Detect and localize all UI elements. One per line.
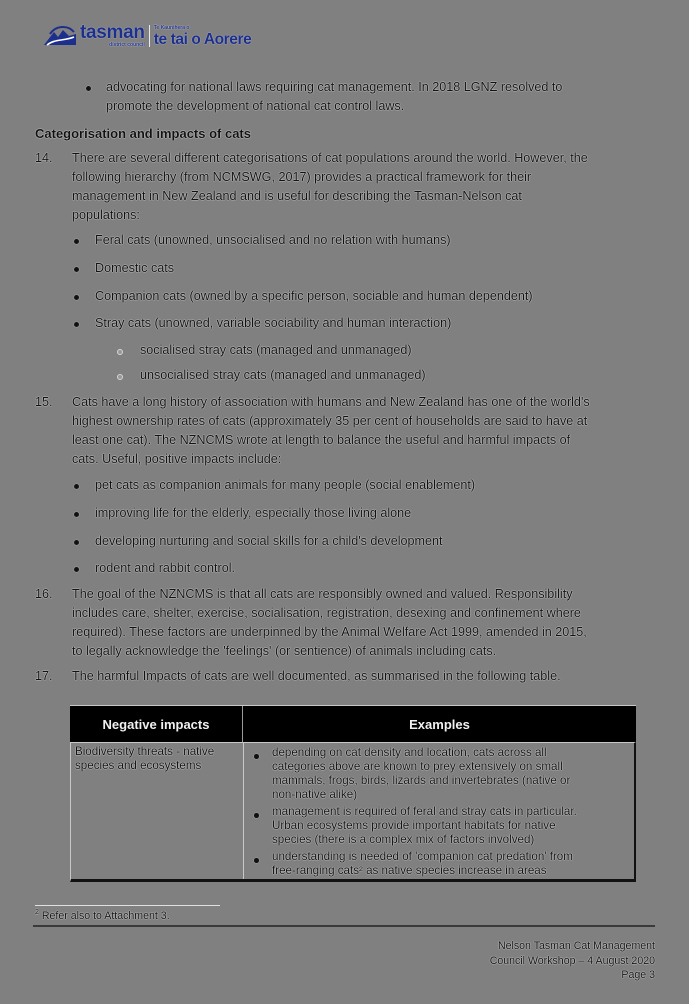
bullet-icon <box>74 540 79 545</box>
example-line: depending on cat density and location, cats across all <box>272 746 547 759</box>
list-item: improving life for the elderly, especially those living alone <box>95 506 412 520</box>
paragraph-line: required). These factors are underpinned by the Animal Welfare Act 1999, amended in 2015, <box>72 625 587 639</box>
example-line: Urban ecosystems provide important habitats for native <box>272 819 556 832</box>
examples-cell <box>244 743 634 879</box>
paragraph-line: least one cat). The NZNCMS wrote at length to balance the useful and harmful impacts of <box>72 433 571 447</box>
example-line: non-native alike) <box>272 788 358 801</box>
logo-wordmark: tasman <box>80 22 145 43</box>
section-heading: Categorisation and impacts of cats <box>35 126 251 141</box>
paragraph-line: management in New Zealand and is useful for describing the Tasman-Nelson cat <box>72 189 522 203</box>
example-line: species (there is a complex mix of factors involved) <box>272 833 535 846</box>
paragraph-number: 16. <box>35 587 53 601</box>
paragraph-line: following hierarchy (from NCMSWG, 2017) provides a practical framework for their <box>72 170 532 184</box>
sub-list-item: unsocialised stray cats (managed and unmanaged) <box>140 368 426 382</box>
impact-line: species and ecosystems <box>75 758 202 772</box>
example-line: categories above are known to prey extensively on small <box>272 760 563 773</box>
footer-meeting: Council Workshop – 4 August 2020 <box>489 954 655 967</box>
bullet-icon <box>74 239 79 244</box>
circle-bullet-icon <box>117 374 123 380</box>
column-header-examples: Examples <box>409 716 470 732</box>
mountain-logo-icon <box>42 25 78 47</box>
footer-separator <box>33 925 655 927</box>
bullet-icon <box>74 295 79 300</box>
paragraph-line: to legally acknowledge the 'feelings' (or sentience) of animals including cats. <box>72 644 497 658</box>
column-header-negative-impacts: Negative impacts <box>70 706 243 742</box>
intro-bullet-line-1: advocating for national laws requiring cat management. In 2018 LGNZ resolved to <box>106 80 563 94</box>
example-line: mammals, frogs, birds, lizards and invertebrates (native or <box>272 774 571 787</box>
bullet-icon <box>74 322 79 327</box>
impact-line: Biodiversity threats - native <box>75 745 215 758</box>
paragraph-line: The goal of the NZNCMS is that all cats are responsibly owned and valued. Responsibility <box>72 587 573 601</box>
impacts-table-row <box>70 742 636 882</box>
footnote-separator <box>35 905 220 906</box>
sub-list-item: socialised stray cats (managed and unmanaged) <box>140 343 412 357</box>
bullet-icon <box>74 567 79 572</box>
paragraph-line: Cats have a long history of association with humans and New Zealand has one of the world's <box>72 395 590 409</box>
paragraph-number: 15. <box>35 395 53 409</box>
list-item: Feral cats (unowned, unsocialised and no relation with humans) <box>95 233 451 247</box>
paragraph-number: 17. <box>35 669 53 683</box>
footnote-marker: 2 <box>35 909 39 916</box>
paragraph-line: The harmful Impacts of cats are well documented, as summarised in the following table. <box>72 669 561 683</box>
intro-bullet-line-2: promote the development of national cat control laws. <box>106 99 405 113</box>
paragraph-line: cats. Useful, positive impacts include: <box>72 452 282 466</box>
list-item: Domestic cats <box>95 261 175 275</box>
list-item: Stray cats (unowned, variable sociability and human interaction) <box>95 316 452 330</box>
example-line: understanding is needed of 'companion cat predation' from <box>272 850 573 863</box>
page-footer <box>490 939 655 983</box>
bullet-icon <box>254 754 259 759</box>
paragraph-number: 14. <box>35 151 53 165</box>
logo-subtitle: district council <box>109 42 145 48</box>
example-line: management is required of feral and stray cats in particular. <box>272 805 577 818</box>
council-logo <box>42 20 251 52</box>
list-item: Companion cats (owned by a specific person, sociable and human dependent) <box>95 289 533 303</box>
footnote-text: Refer also to Attachment 3. <box>38 910 170 922</box>
circle-bullet-icon <box>117 349 123 355</box>
example-line: free-ranging cats² as native species increase in areas <box>272 864 547 877</box>
paragraph-line: There are several different categorisations of cat populations around the world. However, the <box>72 151 588 165</box>
bullet-icon <box>254 858 259 863</box>
logo-maori-name: te tai o Aorere <box>153 30 252 48</box>
bullet-icon <box>74 267 79 272</box>
logo-divider <box>149 25 150 47</box>
paragraph-line: highest ownership rates of cats (approximately 35 per cent of households are said to have at <box>72 414 588 428</box>
footer-title: Nelson Tasman Cat Management <box>497 940 655 952</box>
list-item: rodent and rabbit control. <box>95 561 236 575</box>
bullet-icon <box>74 484 79 489</box>
list-item: pet cats as companion animals for many people (social enablement) <box>95 478 476 492</box>
paragraph-line: includes care, shelter, exercise, socialisation, registration, desexing and confinement where <box>72 606 581 620</box>
logo-maori-small: Te Kaunihera o <box>153 24 190 31</box>
page-number: Page 3 <box>621 969 655 982</box>
list-item: developing nurturing and social skills for a child's development <box>95 534 443 548</box>
paragraph-line: populations: <box>72 208 140 222</box>
footnote <box>35 910 170 922</box>
bullet-icon <box>254 813 259 818</box>
bullet-icon <box>86 86 91 91</box>
bullet-icon <box>74 512 79 517</box>
impact-cell <box>71 743 244 879</box>
impacts-table-header <box>70 705 636 742</box>
